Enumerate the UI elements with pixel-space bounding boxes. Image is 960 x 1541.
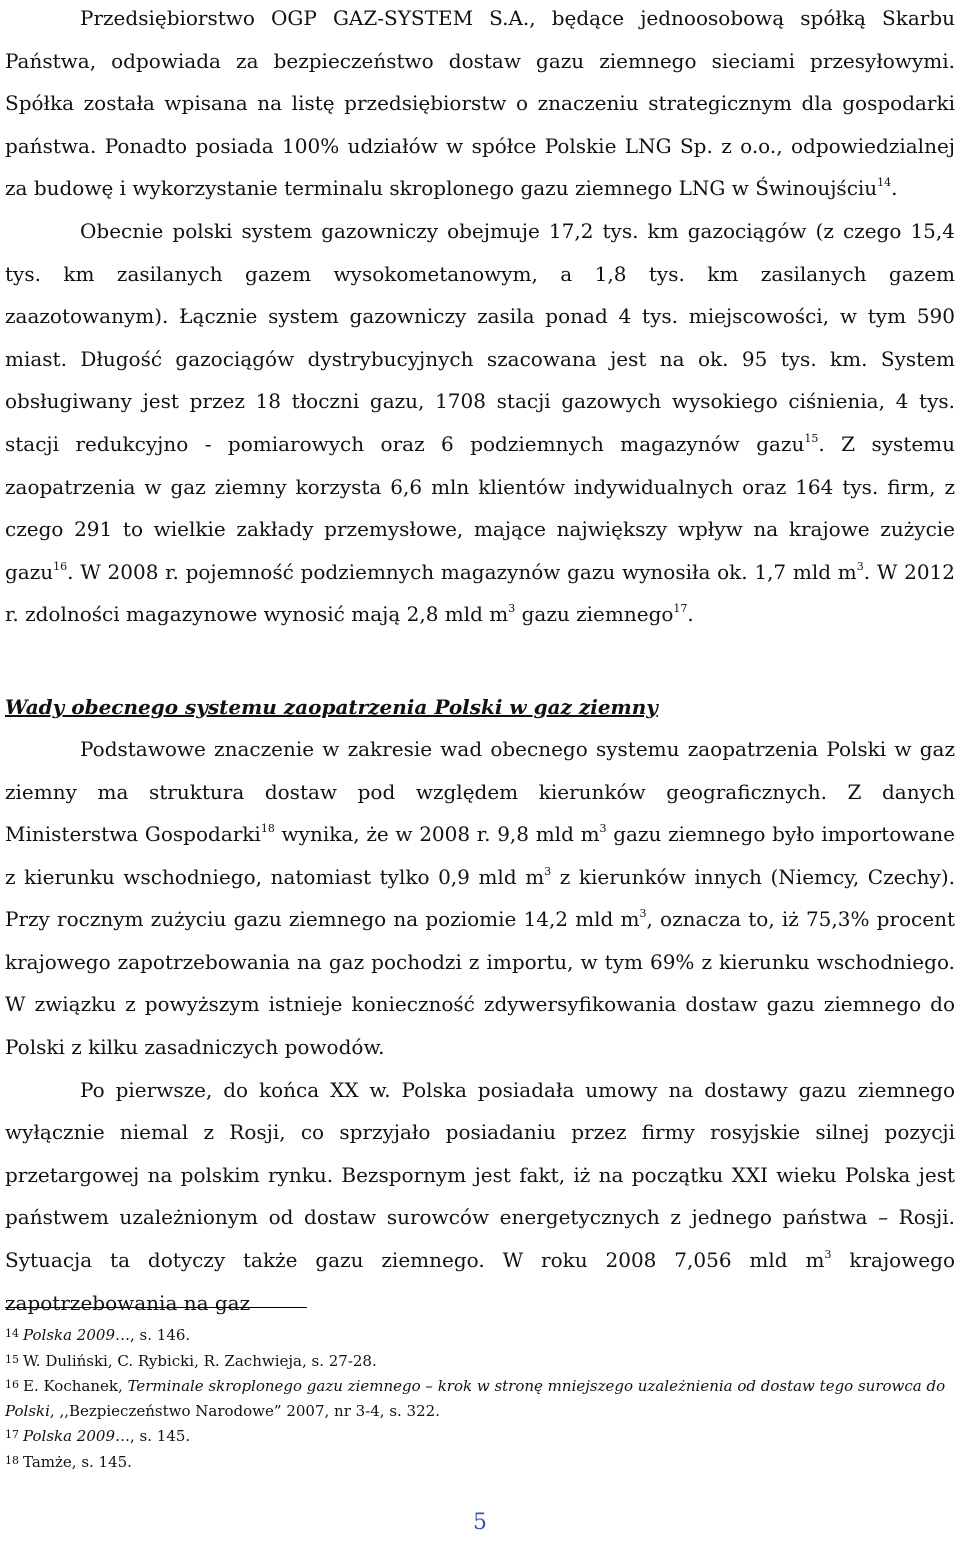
text-run: wynika, że w 2008 r. 9,8 mld m bbox=[274, 822, 600, 847]
paragraph-gas-network bbox=[5, 210, 955, 636]
text-run: W. Duliński, C. Rybicki, R. Zachwieja, s. 27-28. bbox=[23, 1351, 377, 1370]
footnote-number: 15 bbox=[5, 1352, 19, 1366]
footnote-ref: 3 bbox=[856, 559, 864, 573]
footnote-ref: 3 bbox=[824, 1248, 832, 1262]
footnote-ref: 3 bbox=[599, 822, 607, 836]
footnote-ref: 16 bbox=[53, 559, 68, 573]
text-run: Tamże, s. 145. bbox=[23, 1452, 132, 1471]
footnote-ref: 3 bbox=[508, 602, 516, 616]
text-run: Obecnie polski system gazowniczy obejmuje 17,2 tys. km gazociągów (z czego 15,4 tys. km zasilanych gazem wysokometanowym, a 1,8 tys. km zasilanych gazem zaazotowanym). Łącznie system gazowniczy zasila ponad 4 tys. miejscowości, w tym 590 miast. Długość gazociągów dystrybucyjnych szacowana jest na ok. 95 tys. km. System obsługiwany jest przez 18 tłoczni gazu, 1708 stacji gazowych wysokiego ciśnienia, 4 tys. stacji redukcyjno - pomiarowych oraz 6 podziemnych magazynów gazu bbox=[5, 218, 955, 456]
text-run: Przedsiębiorstwo OGP GAZ-SYSTEM S.A., będące jednoosobową spółką Skarbu Państwa, odpowiada za bezpieczeństwo dostaw gazu ziemnego sieciami przesyłowymi. Spółka została wpisana na listę przedsiębiorstw o znaczeniu strategicznym dla gospodarki państwa. Ponadto posiada 100% udziałów w spółce Polskie LNG Sp. z o.o., odpowiedzialnej za budowę i wykorzystanie terminalu skroplonego gazu ziemnego LNG w Świnoujściu bbox=[5, 6, 955, 201]
text-run: …, s. 146. bbox=[115, 1326, 191, 1344]
text-run: …, s. 145. bbox=[115, 1427, 191, 1445]
document-page bbox=[5, 0, 955, 1324]
footnote-17 bbox=[5, 1423, 955, 1449]
italic-text: Terminale skroplonego gazu ziemnego – krok w stronę mniejszego uzależnienia od dostaw tego surowca do Polski bbox=[5, 1377, 946, 1420]
text-run: , oznacza to, iż 75,3% procent krajowego zapotrzebowania na gaz pochodzi z importu, w tym 69% z kierunku wschodniego. W związku z powyższym istnieje konieczność zdywersyfikowania dostaw gazu ziemnego do Polski z kilku zasadniczych powodów. bbox=[5, 907, 955, 1060]
footnote-number: 14 bbox=[5, 1327, 19, 1340]
footnote-separator bbox=[5, 1307, 307, 1308]
text-run: . W 2008 r. pojemność podziemnych magazynów gazu wynosiła ok. 1,7 mld m bbox=[67, 559, 857, 584]
footnote-ref: 15 bbox=[804, 431, 819, 445]
footnote-14 bbox=[5, 1322, 955, 1348]
text-run: . bbox=[687, 602, 694, 627]
text-run: gazu ziemnego było importowane z kierunku wschodniego, natomiast tylko 0,9 mld m bbox=[5, 822, 955, 889]
footnote-16 bbox=[5, 1373, 955, 1423]
page-number: 5 bbox=[473, 1510, 487, 1535]
section-heading: Wady obecnego systemu zaopatrzenia Polski w gaz ziemny bbox=[5, 694, 658, 719]
text-run: krajowego zapotrzebowania na gaz bbox=[5, 1248, 955, 1315]
footnote-ref: 3 bbox=[639, 907, 647, 921]
text-run: Podstawowe znaczenie w zakresie wad obecnego systemu zaopatrzenia Polski w gaz ziemny ma struktura dostaw pod względem kierunków geograficznych. Z danych Ministerstwa Gospodarki bbox=[5, 736, 955, 847]
paragraph-supply-structure bbox=[5, 728, 955, 1069]
text-run: Po pierwsze, do końca XX w. Polska posiadała umowy na dostawy gazu ziemnego wyłącznie niemal z Rosji, co sprzyjało posiadaniu przez firmy rosyjskie silnej pozycji przetargowej na polskim rynku. Bezspornym jest fakt, iż na początku XXI wieku Polska jest państwem uzależnionym od dostaw surowców energetycznych z jednego państwa – Rosji. Sytuacja ta dotyczy także gazu ziemnego. W roku 2008 7,056 mld m bbox=[5, 1077, 955, 1273]
paragraph-gaz-system bbox=[5, 0, 955, 210]
footnote-number: 16 bbox=[5, 1378, 19, 1391]
italic-text: Polska 2009 bbox=[23, 1326, 115, 1344]
text-run: . bbox=[891, 176, 898, 201]
footnotes bbox=[5, 1322, 955, 1474]
text-run: E. Kochanek, bbox=[23, 1377, 128, 1395]
text-run: z kierunków innych (Niemcy, Czechy). Przy rocznym zużyciu gazu ziemnego na poziomie 14,2 mld m bbox=[5, 864, 955, 932]
text-run: . Z systemu zaopatrzenia w gaz ziemny korzysta 6,6 mln klientów indywidualnych oraz 164 tys. firm, z czego 291 to wielkie zakłady przemysłowe, mające największy wpływ na krajowe zużycie gazu bbox=[5, 431, 956, 584]
footnote-ref: 18 bbox=[260, 822, 275, 836]
text-run: gazu ziemnego bbox=[515, 602, 674, 627]
paragraph-russia-dependency bbox=[5, 1069, 955, 1325]
text-run: . W 2012 r. zdolności magazynowe wynosić mają 2,8 mld m bbox=[5, 559, 955, 627]
footnote-number: 17 bbox=[5, 1428, 19, 1441]
footnote-number: 18 bbox=[5, 1453, 19, 1467]
footnote-15 bbox=[5, 1348, 955, 1374]
footnote-ref: 17 bbox=[673, 602, 688, 616]
footnote-18 bbox=[5, 1449, 955, 1475]
text-run: , ,,Bezpieczeństwo Narodowe” 2007, nr 3-4, s. 322. bbox=[49, 1401, 440, 1420]
italic-text: Polska 2009 bbox=[23, 1427, 115, 1445]
footnote-ref: 14 bbox=[877, 176, 892, 190]
footnote-ref: 3 bbox=[544, 864, 552, 878]
